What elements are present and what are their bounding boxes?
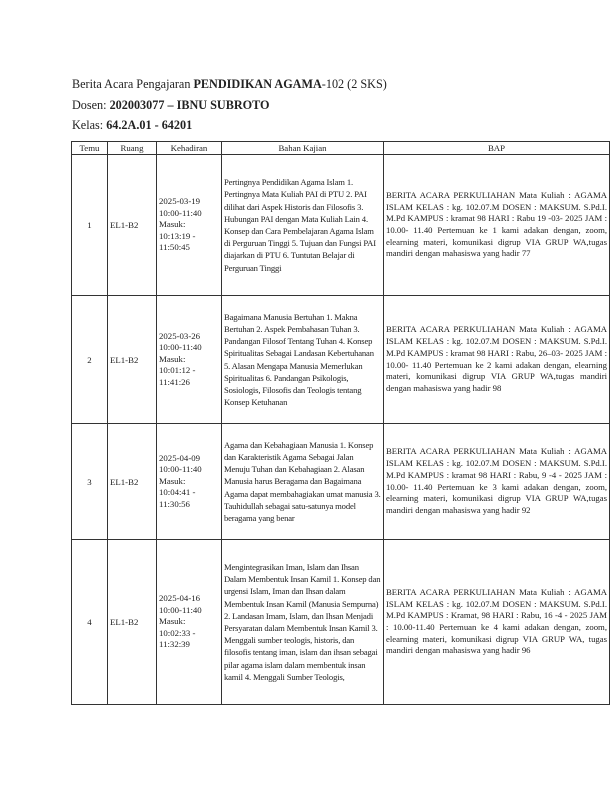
- col-header-bap: BAP: [384, 142, 610, 155]
- col-header-ruang: Ruang: [108, 142, 157, 155]
- keluar-time: 11:50:45: [159, 242, 190, 253]
- temu-cell: 2: [72, 296, 108, 424]
- masuk-label: Masuk:: [159, 219, 186, 230]
- table-row: [72, 540, 610, 705]
- table-row: [72, 424, 610, 540]
- session-time: 10:00-11:40: [159, 207, 202, 218]
- bahan-kajian-cell: Mengintegrasikan Iman, Islam dan Ihsan Dalam Membentuk Insan Kamil 1. Konsep dan urgensi Islam, Iman dan Ihsan dalam Membentuk Insan Kamil (Manusia Sempurna) 2. Landasan Imam, Islam, dan Ihsan Menjadi Persyaratan dalam Membentuk Insan Kamil 3. Menggali sumber teologis, historis, dan filosofis tentang iman, islam dan ihsan sebagai pilar agama islam dalam membentuk insan kamil 4. Menggali Sumber Teologis,: [222, 540, 384, 705]
- col-header-bahan-kajian: Bahan Kajian: [222, 142, 384, 155]
- kelas-line: [72, 115, 387, 136]
- session-date: 2025-03-19: [159, 196, 201, 207]
- ruang-cell: EL1-B2: [108, 540, 157, 705]
- bap-cell: BERITA ACARA PERKULIAHAN Mata Kuliah : AGAMA ISLAM KELAS : kg. 102.07.M DOSEN : MAKSUM. S.Pd.I. M.Pd KAMPUS : kramat 98 HARI : Rabu 19 -03- 2025 JAM : 10.00- 11.40 Pertemuan ke 1 kami adakan dengan, zoom, elearning materi, komunikasi digrup VIA GRUP WA,tugas mandiri dengan mahasiswa yang hadir 77: [384, 155, 610, 296]
- session-time: 10:00-11:40: [159, 604, 202, 615]
- session-date: 2025-04-09: [159, 452, 201, 463]
- ruang-cell: EL1-B2: [108, 155, 157, 296]
- course-line: [72, 74, 387, 95]
- masuk-label: Masuk:: [159, 616, 186, 627]
- session-time: 10:00-11:40: [159, 342, 202, 353]
- ruang-cell: EL1-B2: [108, 424, 157, 540]
- bahan-kajian-cell: Agama dan Kebahagiaan Manusia 1. Konsep dan Karakteristik Agama Sebagai Jalan Menuju Tuhan dan Kebahagiaan 2. Alasan Manusia harus Beragama dan Bagaimana Agama dapat membahagiakan umat manusia 3. Tauhidullah sebagai satu-satunya model beragama yang benar: [222, 424, 384, 540]
- keluar-time: 11:32:39: [159, 639, 190, 650]
- kelas-value: 64.2A.01 - 64201: [106, 118, 193, 132]
- dosen-value: 202003077 – IBNU SUBROTO: [109, 97, 270, 112]
- masuk-label: Masuk:: [159, 353, 186, 364]
- kelas-label: Kelas:: [72, 118, 107, 132]
- session-date: 2025-03-26: [159, 330, 201, 341]
- table-row: [72, 296, 610, 424]
- session-time: 10:00-11:40: [159, 464, 202, 475]
- bap-table: [71, 141, 610, 705]
- table-header-row: [72, 142, 610, 155]
- keluar-time: 11:41:26: [159, 376, 190, 387]
- kehadiran-cell: [157, 296, 222, 424]
- session-date: 2025-04-16: [159, 593, 201, 604]
- masuk-time: 10:02:33 -: [159, 627, 196, 638]
- masuk-time: 10:13:19 -: [159, 230, 196, 241]
- dosen-line: [72, 95, 387, 116]
- table-row: [72, 155, 610, 296]
- bahan-kajian-cell: Pertingnya Pendidikan Agama Islam 1. Pertingnya Mata Kuliah PAI di PTU 2. PAI dilihat dari Aspek Historis dan Filosofis 3. Hubungan PAI dengan Mata Kuliah Lain 4. Konsep dan Cara Pembelajaran Agama Islam di Perguruan Tinggi 5. Tujuan dan Fungsi PAI diajarkan di PTU 6. Tuntutan Belajar di Perguruan Tinggi: [222, 155, 384, 296]
- temu-cell: 4: [72, 540, 108, 705]
- course-title-prefix: Berita Acara Pengajaran: [72, 77, 194, 91]
- masuk-time: 10:01:12 -: [159, 365, 196, 376]
- course-name: PENDIDIKAN AGAMA: [193, 77, 322, 91]
- masuk-label: Masuk:: [159, 475, 186, 486]
- col-header-kehadiran: Kehadiran: [157, 142, 222, 155]
- bap-cell: BERITA ACARA PERKULIAHAN Mata Kuliah : AGAMA ISLAM KELAS : kg. 102.07.M DOSEN : MAKSUM. S.Pd.I. M.Pd KAMPUS : kramat 98 HARI : Rabu, 26–03- 2025 JAM : 10.00- 11.40 Pertemuan ke 2 kami adakan dengan, elearning materi, komunikasi digrup VIA GRUP WA,tugas mandiri dengan mahasiswa yang hadir 98: [384, 296, 610, 424]
- temu-cell: 3: [72, 424, 108, 540]
- keluar-time: 11:30:56: [159, 498, 190, 509]
- ruang-cell: EL1-B2: [108, 296, 157, 424]
- bap-cell: BERITA ACARA PERKULIAHAN Mata Kuliah : AGAMA ISLAM KELAS : kg. 102.07.M DOSEN : MAKSUM. S.Pd.I. M.Pd KAMPUS : kramat 98 HARI : Rabu, 9 -4 - 2025 JAM : 10.00- 11.40 Pertemuan ke 3 kami adakan dengan, zoom, elearning materi, komunikasi digrup VIA GRUP WA,tugas mandiri dengan mahasiswa yang hadir 92: [384, 424, 610, 540]
- kehadiran-cell: [157, 155, 222, 296]
- dosen-label: Dosen:: [72, 97, 110, 112]
- kehadiran-cell: [157, 424, 222, 540]
- course-suffix: -102 (2 SKS): [321, 77, 387, 91]
- temu-cell: 1: [72, 155, 108, 296]
- kehadiran-cell: [157, 540, 222, 705]
- bap-cell: BERITA ACARA PERKULIAHAN Mata Kuliah : AGAMA ISLAM KELAS : kg. 102.07.M DOSEN : MAKSUM. S.Pd.I. M.Pd KAMPUS : Kramat, 98 HARI : Rabu, 16 -4 - 2025 JAM : 10.00-11.40 Pertemuan ke 4 kami adakan dengan, zoom, elearning materi, komunikasi digrup VIA GRUP WA, tugas mandiri dengan mahasiswa yang hadir 96: [384, 540, 610, 705]
- masuk-time: 10:04:41 -: [159, 487, 196, 498]
- document-header: [72, 74, 387, 136]
- bahan-kajian-cell: Bagaimana Manusia Bertuhan 1. Makna Bertuhan 2. Aspek Pembahasan Tuhan 3. Pandangan Filosof Tentang Tuhan 4. Konsep Spiritualitas Sebagai Landasan Kebertuhanan 5. Alasan Mengapa Manusia Memerlukan Spiritualitas 6. Pandangan Psikologis, Sosiologis, Filosofis dan Teologis tentang Konsep Ketuhanan: [222, 296, 384, 424]
- col-header-temu: Temu: [72, 142, 108, 155]
